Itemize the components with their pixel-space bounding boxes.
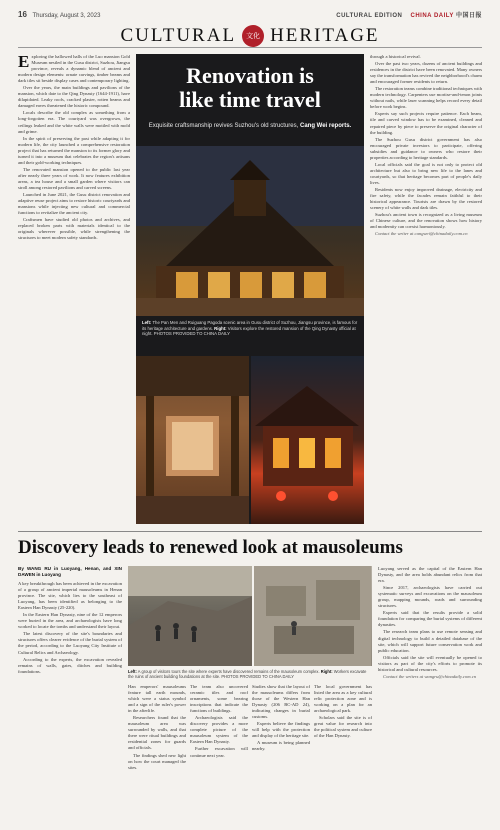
excavation-illustration [254,566,371,666]
feature-panel [136,54,364,524]
site-illustration [128,566,252,666]
section-seal-icon: 文化 [242,25,264,47]
caption-label: Left: [128,669,137,674]
paragraph: Over the past two years, dozens of ancient buildings and residences in the district have been renovated. Many owners say the transformation has revived the neighborhood's charm and encouraged former residents to return. [370,61,482,85]
standfirst-text: Exquisite craftsmanship revives Suzhou's old structures, [148,123,299,129]
photo-night-mansion [251,356,364,524]
feature-caption [142,320,358,337]
paragraph: A key breakthrough has been achieved in the excavation of a group of ancient imperial mausoleums in Henan province. The site, which lies to the southeast of Luoyang, has been identified as belonging to the Eastern Han Dynasty (25-220). [18,581,122,611]
paragraph: Suzhou's ancient town is recognized as a living museum of Chinese culture, and the renovation shows how history and modernity can coexist harmoniously. [370,212,482,230]
paragraph: Local officials said the goal is not only to protect old architecture but also to bring new life to the lanes and courtyards, so that heritage becomes part of people's daily lives. [370,161,482,185]
lower-column-2 [128,684,186,820]
headline-line: like time travel [179,87,321,112]
publication-name: CHINA DAILY [410,12,454,19]
paragraph: Craftsmen have studied old photos and archives, and replaced broken parts with materials identical to the originals wherever possible, while strengthening the structures to meet modern safety standards. [18,217,130,241]
pagoda-illustration [136,146,364,316]
paragraph: The local government has listed the area as a key cultural relic protection zone and is working on a plan for an archaeological park. [314,684,372,714]
upper-story [18,54,482,529]
page-number: 16 [18,9,27,19]
feature-headline [136,64,364,112]
caption-label: Right: [214,325,227,331]
folio-left [18,10,100,19]
upper-left-column [18,54,130,524]
section-header [18,24,482,48]
lower-column-4 [252,684,310,820]
paragraph: Researchers found that the mausoleum area was surrounded by walls, and that there were ritual buildings and residential zones for guards and officials. [128,715,186,751]
lower-photo-row [128,566,372,666]
drop-cap: E [18,54,30,71]
caption-label: Right: [320,669,333,674]
lower-story [18,566,482,824]
lower-headline: Discovery leads to renewed look at mausoleums [18,537,403,558]
issue-date: Thursday, August 3, 2023 [32,12,101,19]
caption-text: Workers excavate the ruins of ancient building foundations at the site. [128,669,367,680]
photo-visitors-site [128,566,252,666]
feature-photo-row [136,356,364,524]
paragraph: Officials said the site will eventually be opened to visitors as part of the city's efforts to promote its historical and cultural resources. [378,654,482,672]
headline-line: Renovation is [186,63,314,88]
paragraph: Experts said that the results provide a solid foundation for comparing the burial systems of different dynasties. [378,610,482,628]
section-title-right: HERITAGE [270,24,380,46]
paragraph: Residents now enjoy improved drainage, electricity and fire safety, while the facades remain faithful to their historical appearance. Tourists are drawn by the restored scenery of white walls and dark tiles. [370,186,482,211]
paragraph: Experts believe the findings will help with the protection and display of the heritage site. [252,721,310,739]
page-folio [18,8,482,20]
paragraph: The research team plans to use remote sensing and digital technology to build a detailed database of the site, which will support future conservation work and public education. [378,629,482,653]
paragraph: Further excavation will continue next year. [190,746,248,758]
night-illustration [251,356,364,524]
paragraph: Archaeologists said the discovery provides a more complete picture of the mausoleum system of the Eastern Han Dynasty. [190,715,248,745]
paragraph-text: xploring the hallowed halls of the Luo mansion Gold Museum nestled in the Gusu district, Suzhou, Jiangsu province, reveals a dynamic blend of ancient and modern design elements: ornate carvings, timber beams and dark tiles sit beside display cases and contemporary lighting. [18,54,130,84]
paragraph: In the Eastern Han Dynasty, nine of the 12 emperors were buried in the area, and archaeologists have long worked to locate the tombs and understand their layout. [18,612,122,630]
caption-credit: PHOTOS PROVIDED TO CHINA DAILY [221,674,295,680]
photo-pagoda-courtyard [136,146,364,316]
section-divider [18,531,482,532]
photo-interior-hall [136,356,249,524]
folio-right [336,10,482,19]
paragraph: Since 2017, archaeologists have carried out systematic surveys and excavations on the mausoleum group, mapping mounds, roads and surrounding structures. [378,585,482,609]
lower-column-6 [378,566,482,820]
paragraph: Launched in June 2021, the Gusu district renovation and adaptive reuse project aims to restore historic courtyards and mansions while injecting new cultural and commercial functions to revitalize the ancient city. [18,192,130,216]
paragraph: The restoration teams combine traditional techniques with modern technology. Carpenters use mortise-and-tenon joints without nails, while laser scanning helps record every detail before work begins. [370,86,482,110]
caption-text: A group of visitors tours the site where experts have discovered remains of the mausoleum complex. [137,669,320,674]
paragraph: Scholars said the site is of great value for research into the political system and culture of the Han Dynasty. [314,715,372,739]
upper-right-column [370,54,482,524]
contact-line: Contact the writers at wangru@chinadaily.com.cn [383,673,477,679]
paragraph: Over the years, the main buildings and pavilions of the mansion, which date to the Qing Dynasty (1644-1911), have dilapidated. Leaky roofs, cracked plaster, rotten beams and damaged eaves threatened the historic compound. [18,85,130,109]
section-title-left: CULTURAL [120,24,237,46]
paragraph: According to the experts, the excavation revealed remains of walls, gates, ditches and building foundations. [18,656,122,674]
paragraph: The renovated mansion opened to the public last year after nearly three years of work. It now features exhibition areas, a tea house and a small garden where visitors can stroll among restored pavilions and carved screens. [18,166,130,190]
lower-byline: By WANG RU in Luoyang, Henan, and XIN DAWEN in Luoyang [18,566,122,577]
paragraph: Luoyang served as the capital of the Eastern Han Dynasty, and the area holds abundant relics from that era. [378,566,482,584]
paragraph: Experts say such projects require patience. Each beam, tile and carved window has to be examined, cleaned and repaired piece by piece to preserve the original character of the building. [370,111,482,135]
caption-label: Left: [142,320,152,325]
lower-column-3 [190,684,248,820]
lower-column-5 [314,684,372,820]
paragraph: The team also uncovered ceramic tiles and roof ornaments, some bearing inscriptions that indicate the functions of buildings. [190,684,248,714]
photo-excavation [254,566,372,666]
paragraph: The latest discovery of the site's boundaries and structures offers clearer evidence of the burial system of the period, according to the Luoyang City Institute of Cultural Relics and Archaeology. [18,631,122,655]
caption-credit: PHOTOS PROVIDED TO CHINA DAILY [153,331,231,337]
lower-photo-caption [128,669,372,680]
lower-column-1 [18,566,122,820]
publication-chinese: 中国日报 [455,12,482,19]
caption-text: The Pan Men and Ruiguang Pagoda scenic area in Gusu district of Suzhou, Jiangsu province, is famous for its heritage architecture and gardens. [142,320,358,331]
paragraph: The findings shed new light on how the court managed the sites. [128,752,186,770]
paragraph [18,54,130,84]
contact-line: Contact the writer at cangwei@chinadaily.com.cn [375,231,468,237]
paragraph: In the spirit of preserving the past while adapting it for modern life, the city launched a comprehensive restoration project that has returned the mansion to its former glory and turned it into a museum that celebrates the region's artisans and their gold-working techniques. [18,135,130,165]
folio-section: CULTURAL EDITION [336,12,403,19]
feature-standfirst [146,122,354,130]
paragraph: Han emperors' mausoleums feature tall earth mounds, which were a status symbol and a sign of the ruler's power in the afterlife. [128,684,186,714]
paragraph: A museum is being planned nearby. [252,740,310,752]
paragraph: Locals describe the old complex as something from a long-forgotten era. The courtyard was overgrown, the ceilings leaked and the white walls were mottled with mold and grime. [18,110,130,134]
interior-illustration [136,356,249,524]
caption-text: Visitors explore the restored mansion of the Qing Dynasty official at night. [142,325,356,337]
feature-byline: Cang Wei reports. [299,123,352,129]
paragraph: The Suzhou Gusu district government has also encouraged private investors to participate, offering subsidies and guidance to owners who restore their properties according to heritage standards. [370,136,482,160]
paragraph: Studies show that the layout of the mausoleums differs from those of the Western Han Dynasty (206 BC-AD 24), indicating changes in burial customs. [252,684,310,720]
paragraph: through a historical revival. [370,54,421,59]
